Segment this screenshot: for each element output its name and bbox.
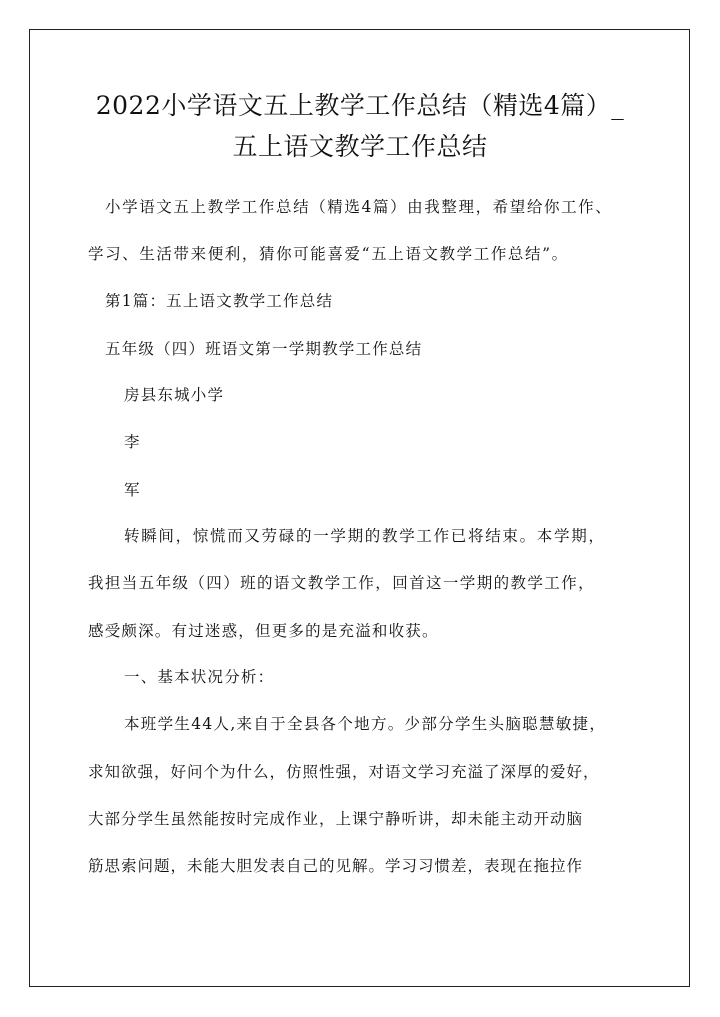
class-title: 五年级（四）班语文第一学期教学工作总结 — [105, 340, 423, 358]
title-line-2: 五上语文教学工作总结 — [232, 132, 488, 161]
para1-line-3: 感受颇深。有过迷惑，但更多的是充溢和收获。 — [88, 622, 439, 640]
para2-line-2: 求知欲强，好问个为什么，仿照性强，对语文学习充溢了深厚的爱好， — [88, 763, 600, 781]
intro-line-2: 学习、生活带来便利，猜你可能喜爱“五上语文教学工作总结”。 — [88, 245, 569, 263]
subheading-basic-analysis: 一、基本状况分析： — [124, 668, 275, 686]
title-line-1: 2022小学语文五上教学工作总结（精选4篇）_ — [95, 91, 625, 120]
para2-line-3: 大部分学生虽然能按时完成作业，上课宁静听讲，却未能主动开动脑 — [88, 810, 584, 828]
author-given-name: 军 — [124, 481, 141, 499]
section-heading: 第1篇：五上语文教学工作总结 — [105, 292, 334, 310]
author-surname: 李 — [124, 433, 141, 451]
para2-line-1: 本班学生44人,来自于全县各个地方。少部分学生头脑聪慧敏捷， — [124, 715, 607, 733]
intro-line-1: 小学语文五上教学工作总结（精选4篇）由我整理，希望给你工作、 — [105, 198, 613, 216]
para1-line-2: 我担当五年级（四）班的语文教学工作，回首这一学期的教学工作， — [88, 574, 596, 592]
para1-line-1: 转瞬间，惊慌而又劳碌的一学期的教学工作已将结束。本学期， — [124, 527, 606, 545]
school-name: 房县东城小学 — [124, 386, 225, 404]
para2-line-4: 筋思索问题，未能大胆发表自己的见解。学习习惯差，表现在拖拉作 — [88, 857, 584, 875]
